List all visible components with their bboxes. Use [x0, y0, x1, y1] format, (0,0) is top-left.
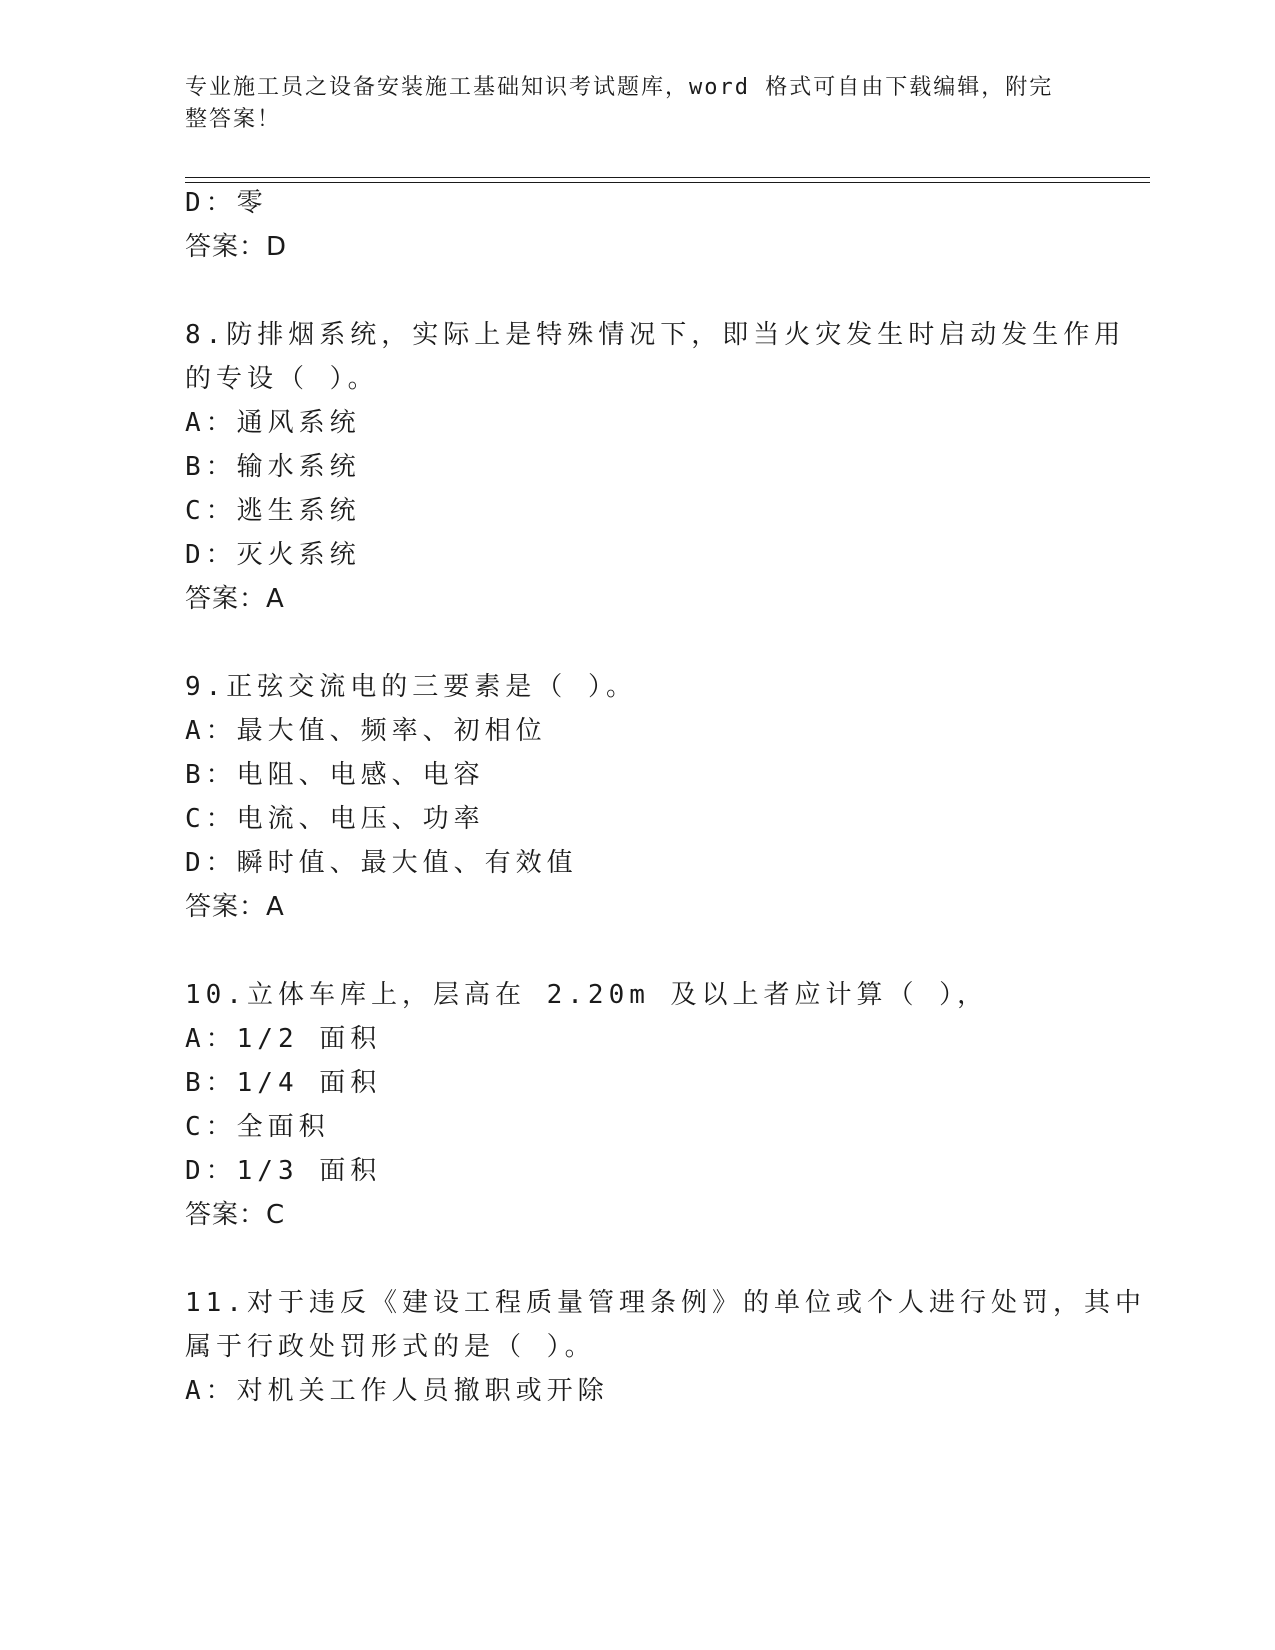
q8-stem-line-1: 8.防排烟系统，实际上是特殊情况下，即当火灾发生时启动发生作用	[185, 320, 1126, 350]
q10-option-a: A：1/2 面积	[185, 1024, 382, 1054]
prev-option-d: D：零	[185, 188, 268, 218]
q9-stem-line-1: 9.正弦交流电的三要素是（ ）。	[185, 672, 637, 702]
header-rule-top	[185, 177, 1150, 178]
q10-option-c: C：全面积	[185, 1112, 330, 1142]
q10-option-d: D：1/3 面积	[185, 1156, 382, 1186]
q8-option-d: D：灭火系统	[185, 540, 361, 570]
prev-answer: 答案：D	[185, 232, 288, 262]
q11-option-a: A：对机关工作人员撤职或开除	[185, 1376, 609, 1406]
q11-stem-line-2: 属于行政处罚形式的是（ ）。	[185, 1332, 596, 1362]
q10-stem-line-1: 10.立体车库上，层高在 2.20m 及以上者应计算（ ），	[185, 980, 989, 1010]
q10-answer: 答案：C	[185, 1200, 286, 1230]
header-line-2: 整答案！	[185, 107, 282, 132]
q8-stem-line-2: 的专设（ ）。	[185, 364, 379, 394]
q9-option-a: A：最大值、频率、初相位	[185, 716, 547, 746]
q10-option-b: B：1/4 面积	[185, 1068, 382, 1098]
q9-option-b: B：电阻、电感、电容	[185, 760, 485, 790]
q8-option-b: B：输水系统	[185, 452, 361, 482]
q9-option-d: D：瞬时值、最大值、有效值	[185, 848, 578, 878]
q11-stem-line-1: 11.对于违反《建设工程质量管理条例》的单位或个人进行处罚，其中	[185, 1288, 1146, 1318]
q9-answer: 答案：A	[185, 892, 285, 922]
header-line-1: 专业施工员之设备安装施工基础知识考试题库，word 格式可自由下载编辑，附完	[185, 75, 1054, 100]
document-header	[185, 72, 1065, 136]
q8-option-a: A：通风系统	[185, 408, 361, 438]
q8-option-c: C：逃生系统	[185, 496, 361, 526]
q8-answer: 答案：A	[185, 584, 285, 614]
q9-option-c: C：电流、电压、功率	[185, 804, 485, 834]
header-rule-bottom	[185, 182, 1150, 183]
